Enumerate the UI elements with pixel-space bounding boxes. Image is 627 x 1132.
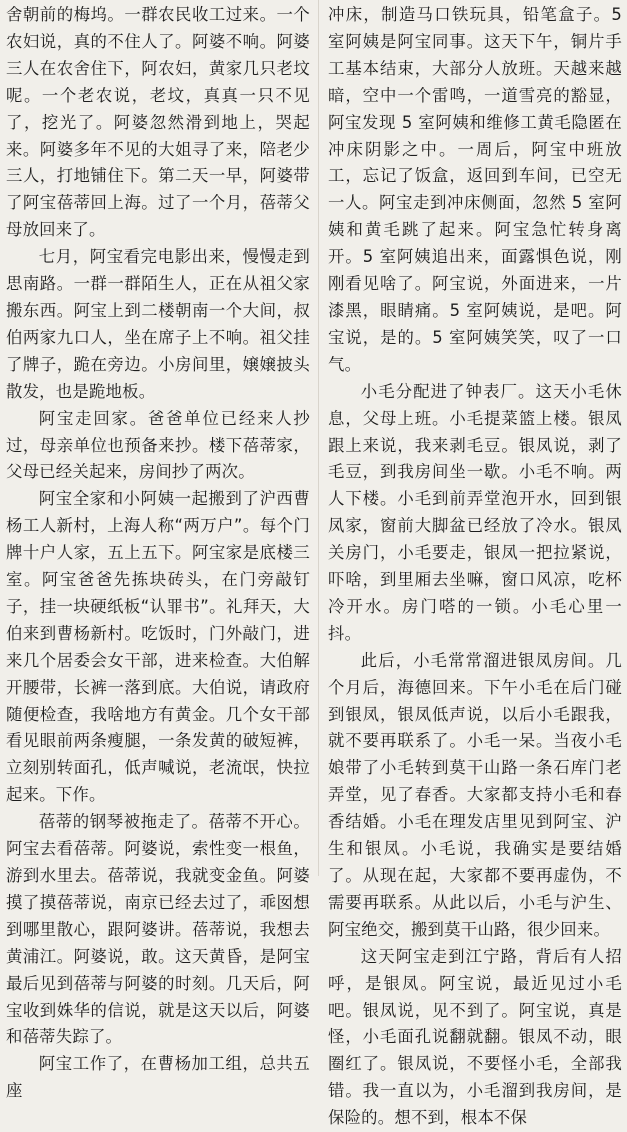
paragraph: 小毛分配进了钟表厂。这天小毛休息，父母上班。小毛提菜篮上楼。银凤跟上来说，我来剥毛豆。银凤说，剥了毛豆，到我房间坐一歇。小毛不响。两人下楼。小毛到前弄堂泡开水，回到银凤家，窗前大脚盆已经放了冷水。银凤关房门，小毛要走，银凤一把拉紧说，吓啥，到里厢去坐嘛，窗口风凉，吃杯冷开水。房门嗒的一锁。小毛心里一抖。 (328, 381, 622, 643)
paragraph: 阿宝全家和小阿姨一起搬到了沪西曹杨工人新村，上海人称“两万户”。每个门牌十户人家，五上五下。阿宝家是底楼三室。阿宝爸爸先拣块砖头，在门旁敲钉子，挂一块硬纸板“认罪书”。礼拜天，大伯来到曹杨新村。吃饭时，门外敲门，进来几个居委会女干部，进来检查。大伯解开腰带，长裤一落到底。大伯说，请政府随便检查，我啥地方有黄金。几个女干部看见眼前两条瘦腿，一条发黄的破短裤，立刻别转面孔，低声喊说，老流氓，快拉起来。下作。 (6, 489, 310, 805)
paragraph: 舍朝前的梅坞。一群农民收工过来。一个农妇说，真的不住人了。阿婆不响。阿婆三人在农舍住下，阿农妇，黄家几只老坟呢。一个老农说，老坟，真真一只不见了，挖光了。阿婆忽然滑到地上，哭起来。阿婆多年不见的大姐寻了来，陪老少三人，打地铺住下。第二天一早，阿婆带了阿宝蓓蒂回上海。过了一个月，蓓蒂父母放回来了。 (6, 5, 310, 240)
paragraph: 七月，阿宝看完电影出来，慢慢走到思南路。一群一群陌生人，正在从祖父家搬东西。阿宝上到二楼朝南一个大间，叔伯两家九口人，坐在席子上不响。祖父挂了牌子，跪在旁边。小房间里，嬢嬢披头散发，也是跪地板。 (6, 247, 310, 401)
paragraph: 阿宝走回家。爸爸单位已经来人抄过，母亲单位也预备来抄。楼下蓓蒂家，父母已经关起来，房间抄了两次。 (6, 408, 310, 482)
paragraph: 冲床，制造马口铁玩具，铅笔盒子。5 室阿姨是阿宝同事。这天下午，铜片手工基本结束，大部分人放班。天越来越暗，空中一个雷鸣，一道雪亮的豁显，阿宝发现 5 室阿姨和维修工黄毛隐匿在冲床阴影之中。一周后，阿宝中班放工，忘记了饭盒，返回到车间，已空无一人。阿宝走到冲床侧面，忽然 5 室阿姨和黄毛跳了起来。阿宝急忙转身离开。5 室阿姨追出来，面露惧色说，刚刚看见啥了。阿宝说，外面进来，一片漆黑，眼睛痛。5 室阿姨说，是吧。阿宝说，是的。5 室阿姨笑笑，叹了一口气。 (328, 5, 622, 374)
paragraph: 这天阿宝走到江宁路，背后有人招呼，是银凤。阿宝说，最近见过小毛吧。银凤说，见不到了。阿宝说，真是怪，小毛面孔说翻就翻。银凤不动，眼圈红了。银凤说，不要怪小毛，全部我错。我一直以为，小毛溜到我房间，是保险的。想不到，根本不保 (328, 946, 622, 1128)
left-column (6, 2, 310, 1105)
paragraph: 阿宝工作了，在曹杨加工组，总共五座 (6, 1054, 310, 1101)
paragraph: 此后，小毛常常溜进银凤房间。几个月后，海德回来。下午小毛在后门碰到银凤，银凤低声说，以后小毛跟我，就不要再联系了。小毛一呆。当夜小毛娘带了小毛转到莫干山路一条石库门老弄堂，见了春香。大家都支持小毛和春香结婚。小毛在理发店里见到阿宝、沪生和银凤。小毛说，我确实是要结婚了。从现在起，大家都不要再虚伪，不需要再联系。从此以后，小毛与沪生、阿宝绝交，搬到莫干山路，很少回来。 (328, 650, 622, 939)
right-column (328, 2, 622, 1132)
column-divider (318, 0, 319, 876)
paragraph: 蓓蒂的钢琴被拖走了。蓓蒂不开心。阿宝去看蓓蒂。阿婆说，索性变一根鱼，游到水里去。蓓蒂说，我就变金鱼。阿婆摸了摸蓓蒂说，南京已经去过了，乖囡想到哪里散心，跟阿婆讲。蓓蒂说，我想去黄浦江。阿婆说，敢。这天黄昏，是阿宝最后见到蓓蒂与阿婆的时刻。几天后，阿宝收到姝华的信说，就是这天以后，阿婆和蓓蒂失踪了。 (6, 812, 310, 1047)
